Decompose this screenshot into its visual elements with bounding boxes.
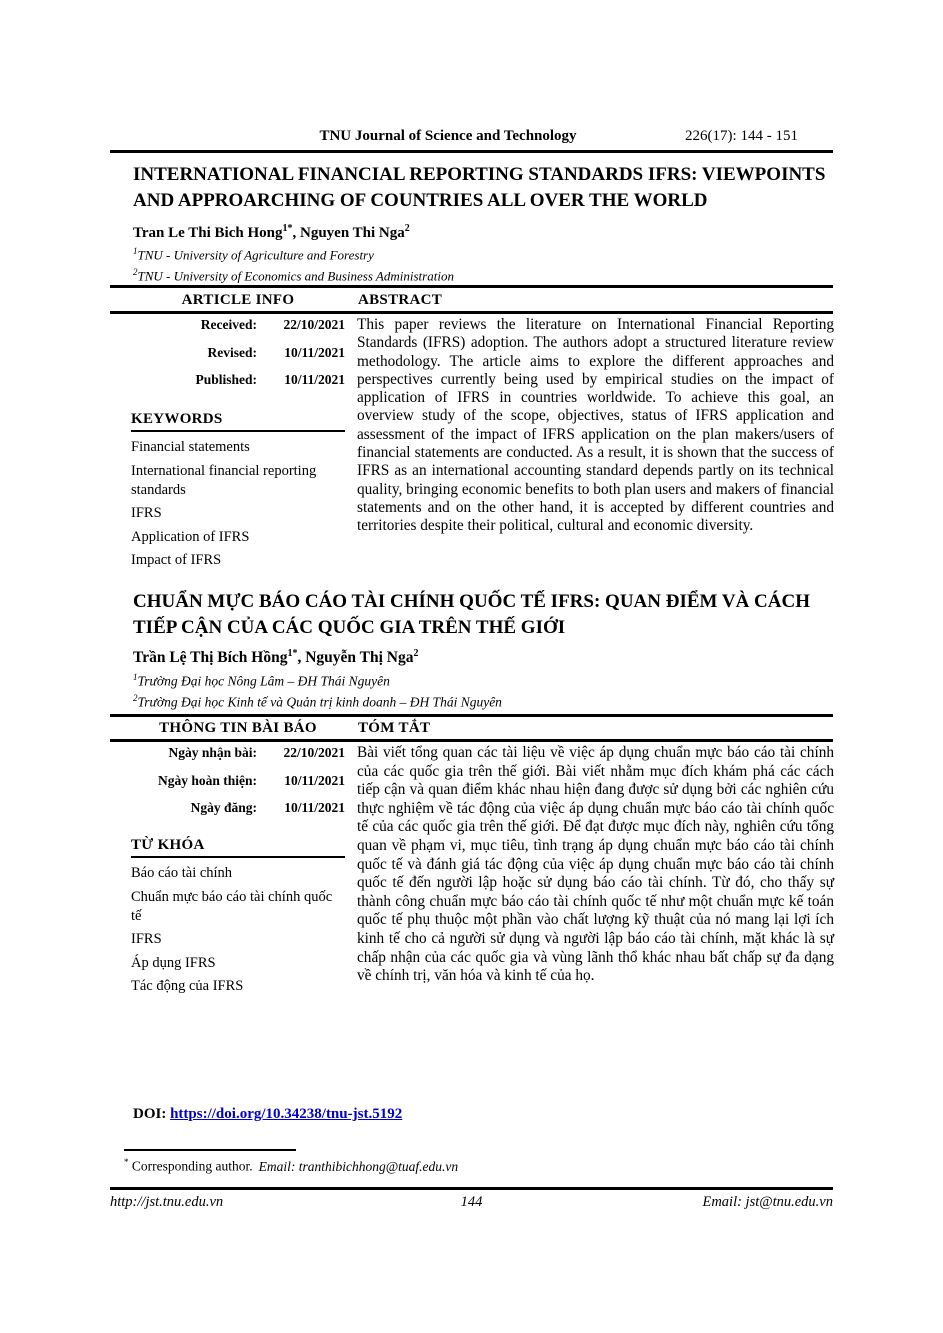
keyword: Áp dụng IFRS [131,954,216,971]
date-row [131,745,345,773]
footnote-text: Corresponding author. [131,1158,253,1174]
keywords-heading-vn: TỪ KHÓA [131,837,205,853]
corresponding-author-footnote [124,1157,458,1175]
abstract-heading-vn: TÓM TẮT [358,720,431,736]
affiliation: $^1$Trường Đại học Nông Lâm – ĐH Thái Nguyên [133,672,390,689]
date-value: 22/10/2021 [283,745,345,760]
author-superscript: 1* [282,223,293,234]
keyword: IFRS [131,505,162,521]
footer-divider [110,1187,833,1190]
abstract-text-vn: Bài viết tổng quan các tài liệu về việc áp dụng chuẩn mực báo cáo tài chính của các quốc gia trên thế giới. Bài viết nhằm mục đích khám phá các cách tiếp cận và quan điểm khác nhau hiện đang được sử dụng bởi các nghiên cứu thực nghiệm về tác động của việc áp dụng chuẩn mực báo cáo tài chính quốc tế của các quốc gia trên thế giới. Để đạt được mục đích này, nghiên cứu tổng quan về phạm vi, mục tiêu, tình trạng áp dụng chuẩn mực báo cáo tài chính quốc tế và đánh giá tác động của việc áp dụng chuẩn mực báo cáo tài chính quốc tế đến người lập hoặc sử dụng báo cáo tài chính. Từ đó, cho thấy sự thành công chuẩn mực báo cáo tài chính quốc tế như một chuẩn mực kế toán quốc tế phụ thuộc một phần vào chất lượng kỹ thuật của nó mang lại lợi ích kinh tế cho cả người sử dụng và người lập báo cáo tài chính, mặt khác là sự chấp nhận của các quốc gia và vùng lãnh thổ khác nhau bất chấp sự đa dạng về chính trị, văn hóa và kinh tế của họ. [357,744,834,985]
date-row [131,372,345,400]
keywords-list-en [131,438,345,575]
article-title-en: INTERNATIONAL FINANCIAL REPORTING STANDARDS IFRS: VIEWPOINTS AND APPROARCHING OF COUNTRIES ALL OVER THE WORLD [133,164,826,211]
date-row [131,317,345,345]
author-name: Tran Le Thi Bich Hong [133,225,283,241]
date-label: Received: [200,317,257,332]
article-dates-en [131,317,345,400]
article-info-heading-vn: THÔNG TIN BÀI BÁO [159,720,317,736]
date-label: Published: [195,372,257,387]
author-name: Nguyen Thi Nga [299,225,405,241]
doi-link[interactable]: https://doi.org/10.34238/tnu-jst.5192 [170,1106,403,1122]
author-name: Trần Lệ Thị Bích Hồng [133,649,288,667]
keywords-divider [131,856,345,858]
running-header [110,128,833,148]
affiliations-vn [133,669,502,710]
authors-en [133,223,410,242]
date-value: 22/10/2021 [283,317,345,332]
keyword: Chuẩn mực báo cáo tài chính quốc tế [131,888,333,924]
date-label: Ngày nhận bài: [168,745,257,760]
section-divider [110,285,833,288]
date-row [131,345,345,373]
issue-pages: 226(17): 144 - 151 [685,128,798,144]
author-superscript: 1* [287,648,298,659]
abstract-heading: ABSTRACT [358,292,443,308]
doi-line [133,1106,402,1123]
footnote-divider [124,1149,296,1151]
date-value: 10/11/2021 [284,800,345,815]
keyword: International financial reporting standards [131,462,317,498]
date-label: Ngày hoàn thiện: [157,772,257,788]
date-value: 10/11/2021 [284,372,345,387]
doi-label: DOI: [133,1106,167,1122]
footer-journal-email: Email: jst@tnu.edu.vn [702,1194,833,1210]
keyword: Impact of IFRS [131,552,222,568]
footer-journal-url: http://jst.tnu.edu.vn [110,1194,224,1210]
author-name: Nguyễn Thị Nga [305,649,414,667]
keyword: Báo cáo tài chính [131,865,233,881]
footnote-email: Email: tranthibichhong@tuaf.edu.vn [258,1158,459,1174]
footnote-marker: * [124,1157,129,1167]
keywords-heading-en: KEYWORDS [131,411,223,427]
article-info-heading: ARTICLE INFO [181,292,295,308]
date-value: 10/11/2021 [284,344,345,360]
date-label: Revised: [207,344,257,360]
header-divider [110,150,833,153]
keyword: Financial statements [131,439,250,455]
section-divider [110,311,833,314]
author-separator: , [292,225,300,241]
abstract-text-en: This paper reviews the literature on International Financial Reporting Standards (IFRS) adoption. The authors adopt a structured literature review methodology. The article aims to explore the different approaches and perspectives currently being used by empirical studies on the impact of application of IFRS in countries worldwide. To achieve this goal, an overview study of the scope, objectives, status of IFRS application and assessment of the impact of IFRS application on the plan makers/users of financial statements are conducted. As a result, it is shown that the success of IFRS as an international accounting standard depends partly on its technical quality, bringing economic benefits to both plan users and makers of financial statements and on the other hand, it is accepted by different countries and territories despite their political, cultural and economic diversity. [357,316,834,535]
keyword: Application of IFRS [131,528,250,545]
affiliations-en [133,243,454,285]
keyword: Tác động của IFRS [131,978,244,994]
keyword: IFRS [131,931,162,947]
author-separator: , [297,649,306,667]
date-value: 10/11/2021 [284,772,345,788]
article-title-vn: CHUẨN MỰC BÁO CÁO TÀI CHÍNH QUỐC TẾ IFRS: QUAN ĐIỂM VÀ CÁCH TIẾP CẬN CỦA CÁC QUỐC GIA TRÊN THẾ GIỚI [133,591,810,638]
affiliation: $^2$Trường Đại học Kinh tế và Quản trị kinh doanh – ĐH Thái Nguyên [133,692,502,709]
date-row [131,800,345,828]
footer-page-number: 144 [460,1194,483,1210]
affiliation: $^2$TNU - University of Economics and Business Administration [133,266,454,284]
page-footer [110,1194,833,1211]
journal-title: TNU Journal of Science and Technology [319,128,577,144]
section-divider [110,739,833,742]
keywords-divider [131,430,345,432]
authors-vn [133,648,418,667]
date-label: Ngày đăng: [190,800,257,815]
author-superscript: 2 [404,223,410,234]
date-row [131,773,345,801]
section-divider [110,714,833,717]
article-dates-vn [131,745,345,828]
author-superscript: 2 [413,648,419,659]
affiliation: $^1$TNU - University of Agriculture and Forestry [133,246,374,263]
keywords-list-vn [131,864,345,1001]
